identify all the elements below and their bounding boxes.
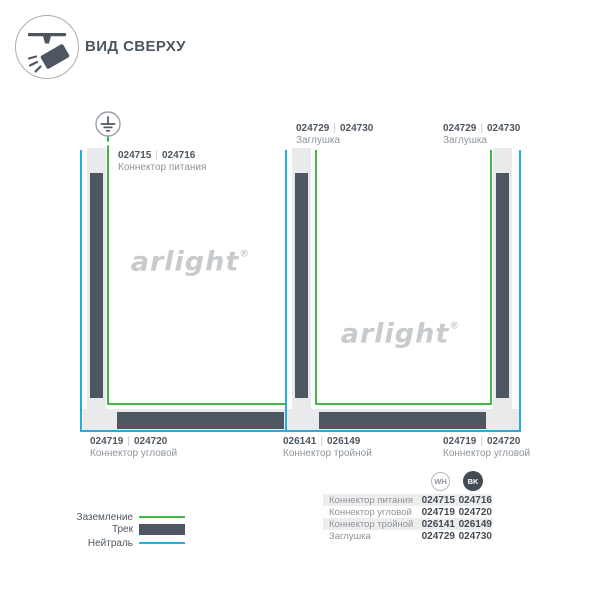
part-name: Коннектор тройной	[329, 518, 414, 530]
legend-track-label: Трек	[111, 523, 133, 535]
legend-track-bar	[139, 524, 185, 535]
code-bk: 026149	[326, 436, 361, 447]
label-name: Заглушка	[296, 135, 341, 146]
part-code-bk: 024716	[458, 494, 492, 506]
part-code-bk: 024720	[458, 506, 492, 518]
part-name: Коннектор угловой	[329, 506, 412, 518]
neutral-line-middle	[285, 150, 287, 432]
code-separator: |	[480, 436, 483, 447]
code-wh: 026141	[283, 436, 317, 447]
ground-line-right-vertical	[490, 150, 492, 405]
table-row	[323, 518, 492, 530]
code-separator: |	[320, 436, 323, 447]
label-end-cap-middle	[296, 123, 373, 147]
neutral-line-left	[80, 150, 82, 432]
legend-neutral-line	[139, 542, 185, 544]
wh-badge: WH	[431, 472, 450, 491]
arlight-watermark	[341, 319, 460, 350]
label-power-connector	[118, 150, 206, 174]
arlight-watermark	[131, 247, 250, 278]
code-bk: 024730	[486, 123, 521, 134]
part-code-bk: 026149	[458, 518, 492, 530]
label-name: Коннектор угловой	[90, 448, 178, 459]
legend-ground-line	[139, 516, 185, 518]
legend-track	[40, 523, 185, 535]
code-bk: 024730	[339, 123, 374, 134]
label-corner-connector-right	[443, 436, 530, 460]
code-separator: |	[127, 436, 130, 447]
label-corner-connector-left	[90, 436, 177, 460]
legend-ground	[40, 511, 185, 523]
ground-line-left-bottom	[107, 403, 286, 405]
code-separator: |	[480, 123, 483, 134]
label-name: Коннектор угловой	[443, 448, 531, 459]
arlight-watermark-reg: ®	[239, 248, 250, 260]
label-name: Коннектор тройной	[283, 448, 372, 459]
table-row	[323, 506, 492, 518]
code-wh: 024719	[443, 436, 477, 447]
track-vertical-right	[496, 173, 509, 398]
label-tee-connector	[283, 436, 372, 460]
track-vertical-middle	[295, 173, 308, 398]
track-light-icon	[15, 15, 79, 79]
label-end-cap-right	[443, 123, 520, 147]
part-code-wh: 026141	[421, 518, 455, 530]
track-horizontal-right	[319, 412, 486, 429]
code-separator: |	[155, 150, 158, 161]
arlight-watermark-reg: ®	[449, 320, 460, 332]
code-bk: 024720	[486, 436, 521, 447]
parts-table	[323, 469, 492, 542]
parts-table-header	[323, 469, 492, 494]
code-bk: 024716	[161, 150, 196, 161]
table-row	[323, 494, 492, 506]
track-horizontal-left	[117, 412, 284, 429]
part-code-bk: 024730	[458, 530, 492, 542]
part-code-wh: 024719	[421, 506, 455, 518]
part-name: Заглушка	[329, 530, 371, 542]
legend-neutral	[40, 537, 185, 549]
arlight-watermark-text: arlight	[340, 318, 450, 350]
legend-neutral-label: Нейтраль	[87, 537, 133, 549]
label-name: Заглушка	[443, 135, 488, 146]
part-name: Коннектор питания	[329, 494, 413, 506]
track-vertical-left	[90, 173, 103, 398]
page-title: ВИД СВЕРХУ	[85, 38, 186, 55]
neutral-line-bottom	[80, 430, 521, 432]
ground-line-left-vertical	[107, 150, 109, 405]
ground-lead-line	[107, 136, 109, 151]
legend	[40, 511, 185, 549]
ground-symbol-icon	[95, 111, 121, 137]
arlight-watermark-text: arlight	[130, 246, 240, 278]
table-row	[323, 530, 492, 542]
part-code-wh: 024729	[421, 530, 455, 542]
code-wh: 024729	[296, 123, 330, 134]
ground-line-right-bottom	[315, 403, 492, 405]
bk-badge: BK	[463, 471, 483, 491]
ground-line-middle-vertical	[315, 150, 317, 405]
neutral-line-right	[519, 150, 521, 432]
label-name: Коннектор питания	[118, 162, 207, 173]
code-wh: 024715	[118, 150, 152, 161]
code-wh: 024719	[90, 436, 124, 447]
part-code-wh: 024715	[421, 494, 455, 506]
legend-ground-label: Заземление	[76, 511, 133, 523]
code-separator: |	[333, 123, 336, 134]
code-wh: 024729	[443, 123, 477, 134]
code-bk: 024720	[133, 436, 168, 447]
